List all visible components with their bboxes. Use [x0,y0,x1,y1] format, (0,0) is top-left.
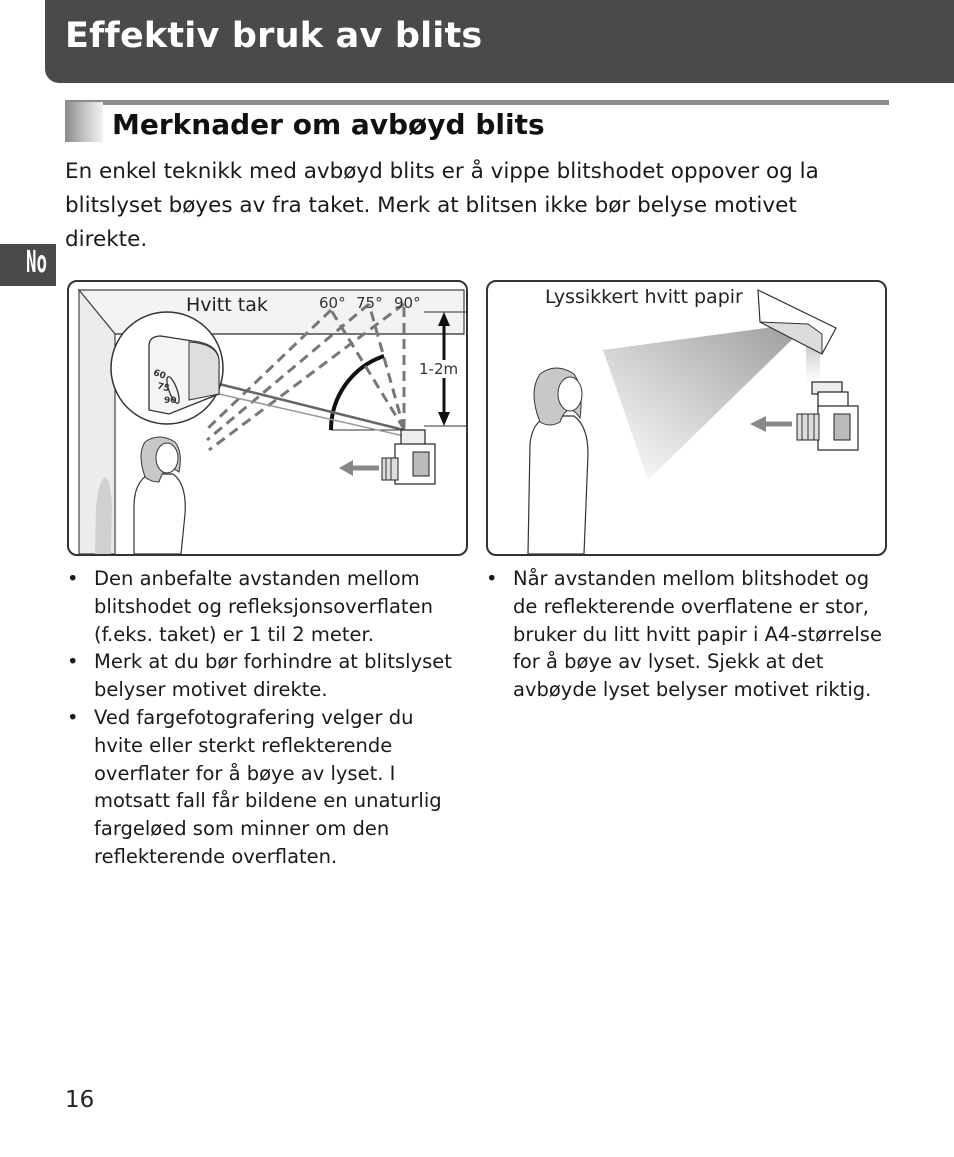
list-item: • Ved fargefotografering velger du hvite eller sterkt reflekterende overflater for å bøye av lyset. I motsatt fall får bildene en unaturlig fargeløed som minner om den reflekterende overflaten. [66,704,466,871]
figure-ceiling-bounce [67,280,468,556]
list-item: • Når avstanden mellom blitshodet og de reflekterende overflatene er stor, bruker du litt hvitt papir i A4-størrelse for å bøye av lyset. Sjekk at det avbøyde lyset belyser motivet riktig. [485,565,885,704]
language-tab-label: No [26,245,47,280]
camera-shape [797,382,858,450]
section-marker [65,102,103,142]
intro-paragraph: En enkel teknikk med avbøyd blits er å vippe blitshodet oppover og la blitslyset bøyes av fra taket. Merk at blitsen ikke bør belyse motivet direkte. [65,159,819,252]
bullet-list-left [66,565,466,871]
language-tab [0,244,56,286]
section-rule [65,100,889,105]
section-heading: Merknader om avbøyd blits [112,108,545,141]
inset-75-label: 75 [155,381,171,395]
card-bounce-illustration [488,282,885,554]
inset-60-label: 60 [151,368,167,382]
angle-90-label: 90° [394,294,421,312]
distance-label: 1-2m [419,360,459,378]
page-title: Effektiv bruk av blits [65,16,483,56]
subject-figure [134,437,185,554]
figure-card-bounce [486,280,887,556]
page-number: 16 [65,1087,95,1113]
flash-head-inset [111,312,223,424]
paper-label: Lyssikkert hvitt papir [545,286,743,308]
angle-60-label: 60° [319,294,346,312]
section-header [65,100,889,142]
ceiling-bounce-illustration [69,282,466,554]
camera-shape [382,430,435,484]
list-item: • Merk at du bør forhindre at blitslyset belyser motivet direkte. [66,648,466,704]
angle-75-label: 75° [356,294,383,312]
inset-90-label: 90 [164,396,177,406]
bullet-list-right [485,565,885,704]
ceiling-label: Hvitt tak [186,294,268,316]
title-bar [45,0,954,83]
subject-figure [528,368,588,554]
bounced-light-beam [603,322,810,480]
list-item: • Den anbefalte avstanden mellom blitshodet og refleksjonsoverflaten (f.eks. taket) er 1 til 2 meter. [66,565,466,648]
